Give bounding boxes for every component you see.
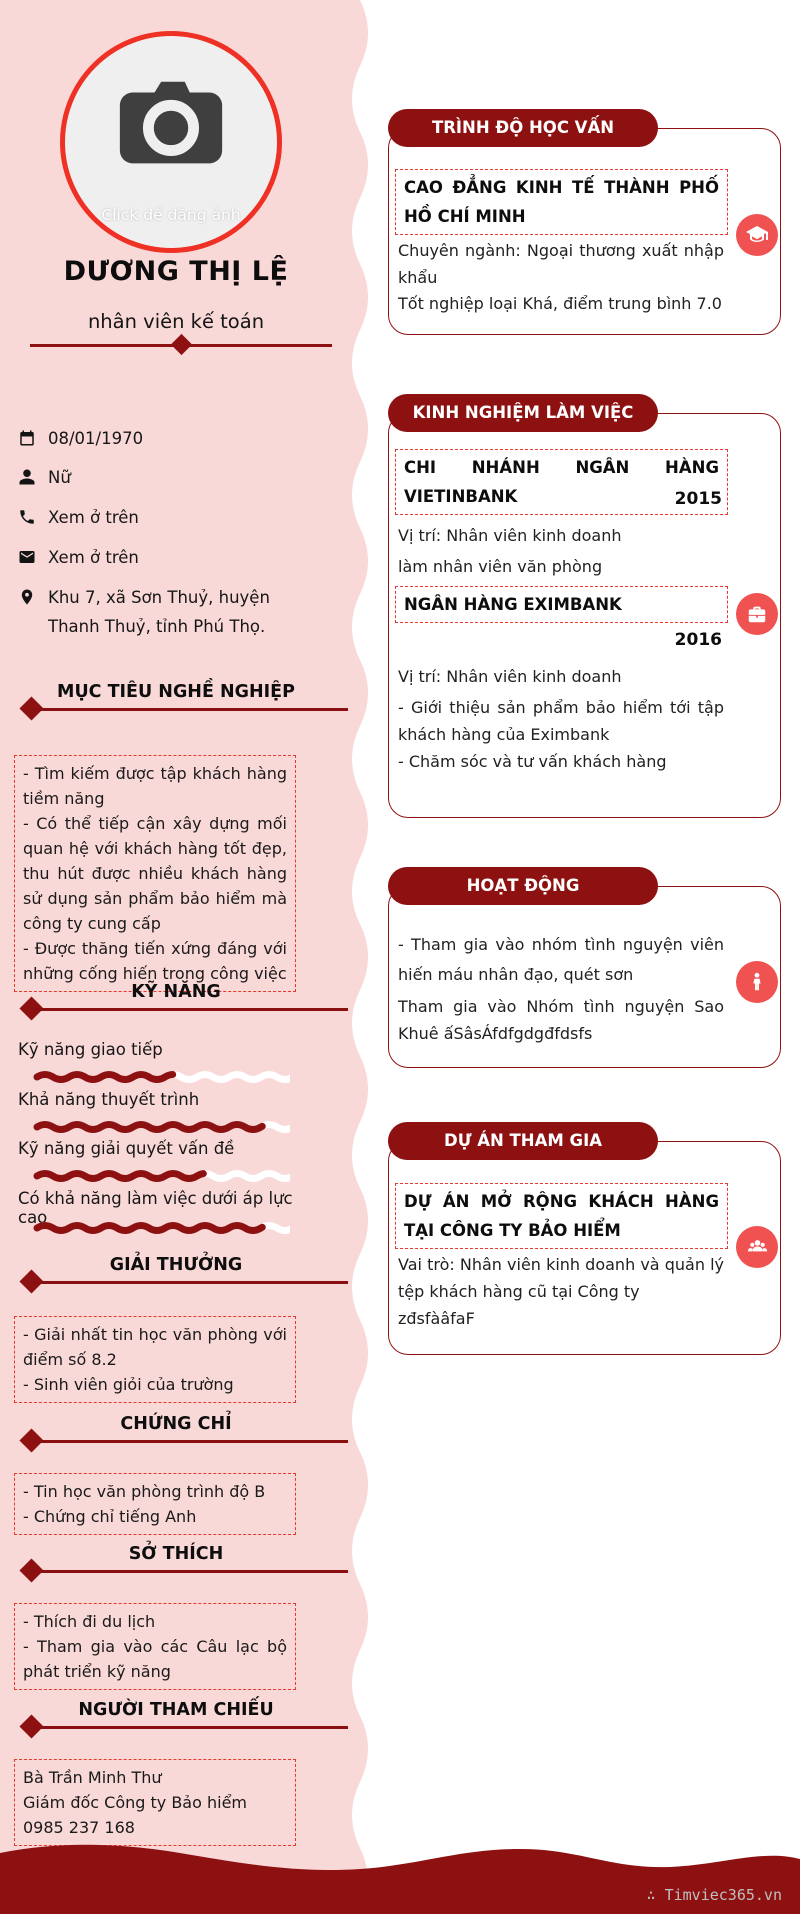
calendar-icon <box>18 429 36 447</box>
education-icon-circle <box>736 214 778 256</box>
reference-title: Giám đốc Công ty Bảo hiểm <box>23 1793 247 1812</box>
section-underline <box>31 1008 348 1011</box>
envelope-icon <box>18 548 36 566</box>
section-underline <box>31 1570 348 1573</box>
section-underline <box>31 708 348 711</box>
address-value: Khu 7, xã Sơn Thuỷ, huyện Thanh Thuỷ, tỉnh Phú Thọ. <box>48 588 270 636</box>
objective-box <box>14 755 296 992</box>
objective-item: - Có thể tiếp cận xây dựng mối quan hệ với khách hàng tốt đẹp, thu hút được nhiều khách hàng sử dụng sản phẩm bảo hiểm mà công ty cung cấp <box>23 814 287 933</box>
experience-details <box>398 694 724 775</box>
skill-label: Khả năng thuyết trình <box>18 1090 200 1109</box>
phone-value: Xem ở trên <box>48 508 139 527</box>
references-box <box>14 1759 296 1846</box>
phone-icon <box>18 508 36 526</box>
section-objective-header <box>0 682 352 722</box>
education-badge: TRÌNH ĐỘ HỌC VẤN <box>388 109 658 147</box>
hobby-item: - Tham gia vào các Câu lạc bộ phát triển kỹ năng <box>23 1637 287 1681</box>
hobbies-box <box>14 1603 296 1690</box>
dob-value: 08/01/1970 <box>48 429 144 448</box>
award-item: - Giải nhất tin học văn phòng với điểm số 8.2 <box>23 1325 287 1369</box>
experience-company-box: CHI NHÁNH NGÂN HÀNG VIETINBANK <box>395 449 728 515</box>
section-title: CHỨNG CHỈ <box>120 1414 232 1434</box>
section-underline <box>31 1726 348 1729</box>
gender-value: Nữ <box>48 468 71 487</box>
experience-detail: - Giới thiệu sản phẩm bảo hiểm tới tập khách hàng của Eximbank <box>398 698 724 744</box>
projects-icon-circle <box>736 1226 778 1268</box>
section-title: KỸ NĂNG <box>131 982 221 1002</box>
experience-position: Vị trí: Nhân viên kinh doanh <box>398 667 622 686</box>
section-references-header <box>0 1700 352 1740</box>
section-awards-header <box>0 1255 352 1295</box>
reference-name: Bà Trần Minh Thư <box>23 1768 162 1787</box>
info-row-dob <box>18 424 308 453</box>
skill-bar <box>33 1070 290 1084</box>
section-underline <box>31 1281 348 1284</box>
photo-upload-placeholder[interactable] <box>60 31 282 253</box>
project-extra: zđsfàâfaF <box>398 1309 475 1328</box>
section-title: NGƯỜI THAM CHIẾU <box>78 1700 274 1720</box>
hobby-item: - Thích đi du lịch <box>23 1612 156 1631</box>
section-title: GIẢI THƯỞNG <box>109 1255 243 1275</box>
activities-icon-circle <box>736 961 778 1003</box>
standing-person-icon <box>746 971 768 993</box>
skill-label: Có khả năng làm việc dưới áp lực cao <box>18 1189 293 1227</box>
experience-icon-circle <box>736 593 778 635</box>
candidate-job-title: nhân viên kế toán <box>87 310 265 333</box>
activity-item: Tham gia vào Nhóm tình nguyện Sao Khuê ấSâsÁfdfgdgđfdsfs <box>398 997 724 1043</box>
project-name-box: DỰ ÁN MỞ RỘNG KHÁCH HÀNG TẠI CÔNG TY BẢO HIỂM <box>395 1183 728 1249</box>
section-title: MỤC TIÊU NGHỀ NGHIỆP <box>57 682 295 702</box>
award-item: - Sinh viên giỏi của trường <box>23 1375 234 1394</box>
projects-card <box>388 1141 781 1355</box>
info-row-address <box>18 583 308 641</box>
activity-item: - Tham gia vào nhóm tình nguyện viên hiến máu nhân đạo, quét sơn <box>398 935 724 984</box>
site-watermark: ∴ Timviec365.vn <box>646 1886 782 1904</box>
education-school-box: CAO ĐẲNG KINH TẾ THÀNH PHỐ HỒ CHÍ MINH <box>395 169 728 235</box>
objective-item: - Được thăng tiến xứng đáng với những cống hiến trong công việc <box>23 939 287 983</box>
education-major: Chuyên ngành: Ngoại thương xuất nhập khẩu <box>398 241 724 287</box>
activities-card <box>388 886 781 1068</box>
photo-upload-label[interactable]: Click để đăng ảnh <box>101 206 241 224</box>
certificate-item: - Chứng chỉ tiếng Anh <box>23 1507 197 1526</box>
section-certificates-header <box>0 1414 352 1454</box>
activities-badge: HOẠT ĐỘNG <box>388 867 658 905</box>
experience-badge: KINH NGHIỆM LÀM VIỆC <box>388 394 658 432</box>
graduation-cap-icon <box>745 223 769 247</box>
skill-bar <box>33 1169 290 1183</box>
people-group-icon <box>746 1236 769 1259</box>
section-underline <box>31 1440 348 1443</box>
experience-detail: làm nhân viên văn phòng <box>398 557 603 576</box>
experience-card <box>388 413 781 818</box>
location-icon <box>18 588 36 606</box>
experience-company-box: NGÂN HÀNG EXIMBANK <box>395 586 728 623</box>
person-icon <box>18 468 36 486</box>
objective-item: - Tìm kiếm được tập khách hàng tiềm năng <box>23 764 287 808</box>
awards-box <box>14 1316 296 1403</box>
experience-position: Vị trí: Nhân viên kinh doanh <box>398 526 622 545</box>
skill-label: Kỹ năng giải quyết vấn đề <box>18 1139 235 1158</box>
project-role: Vai trò: Nhân viên kinh doanh và quản lý tệp khách hàng cũ tại Công ty <box>398 1255 724 1301</box>
briefcase-icon <box>746 603 768 625</box>
certificates-box <box>14 1473 296 1535</box>
reference-phone: 0985 237 168 <box>23 1818 135 1837</box>
projects-badge: DỰ ÁN THAM GIA <box>388 1122 658 1160</box>
experience-year: 2015 <box>674 489 722 509</box>
experience-detail: - Chăm sóc và tư vấn khách hàng <box>398 752 667 771</box>
email-value: Xem ở trên <box>48 548 139 567</box>
certificate-item: - Tin học văn phòng trình độ B <box>23 1482 266 1501</box>
info-row-phone <box>18 503 308 532</box>
section-title: SỞ THÍCH <box>128 1544 224 1564</box>
info-row-gender <box>18 463 308 492</box>
skill-bar <box>33 1221 290 1235</box>
candidate-name: DƯƠNG THỊ LỆ <box>63 256 289 287</box>
section-hobbies-header <box>0 1544 352 1584</box>
info-row-email <box>18 543 308 572</box>
skill-bar <box>33 1120 290 1134</box>
experience-year: 2016 <box>674 630 722 650</box>
section-skills-header <box>0 982 352 1022</box>
education-card <box>388 128 781 335</box>
camera-icon <box>112 76 230 172</box>
education-result: Tốt nghiệp loại Khá, điểm trung bình 7.0 <box>398 294 722 313</box>
skill-label: Kỹ năng giao tiếp <box>18 1040 163 1059</box>
